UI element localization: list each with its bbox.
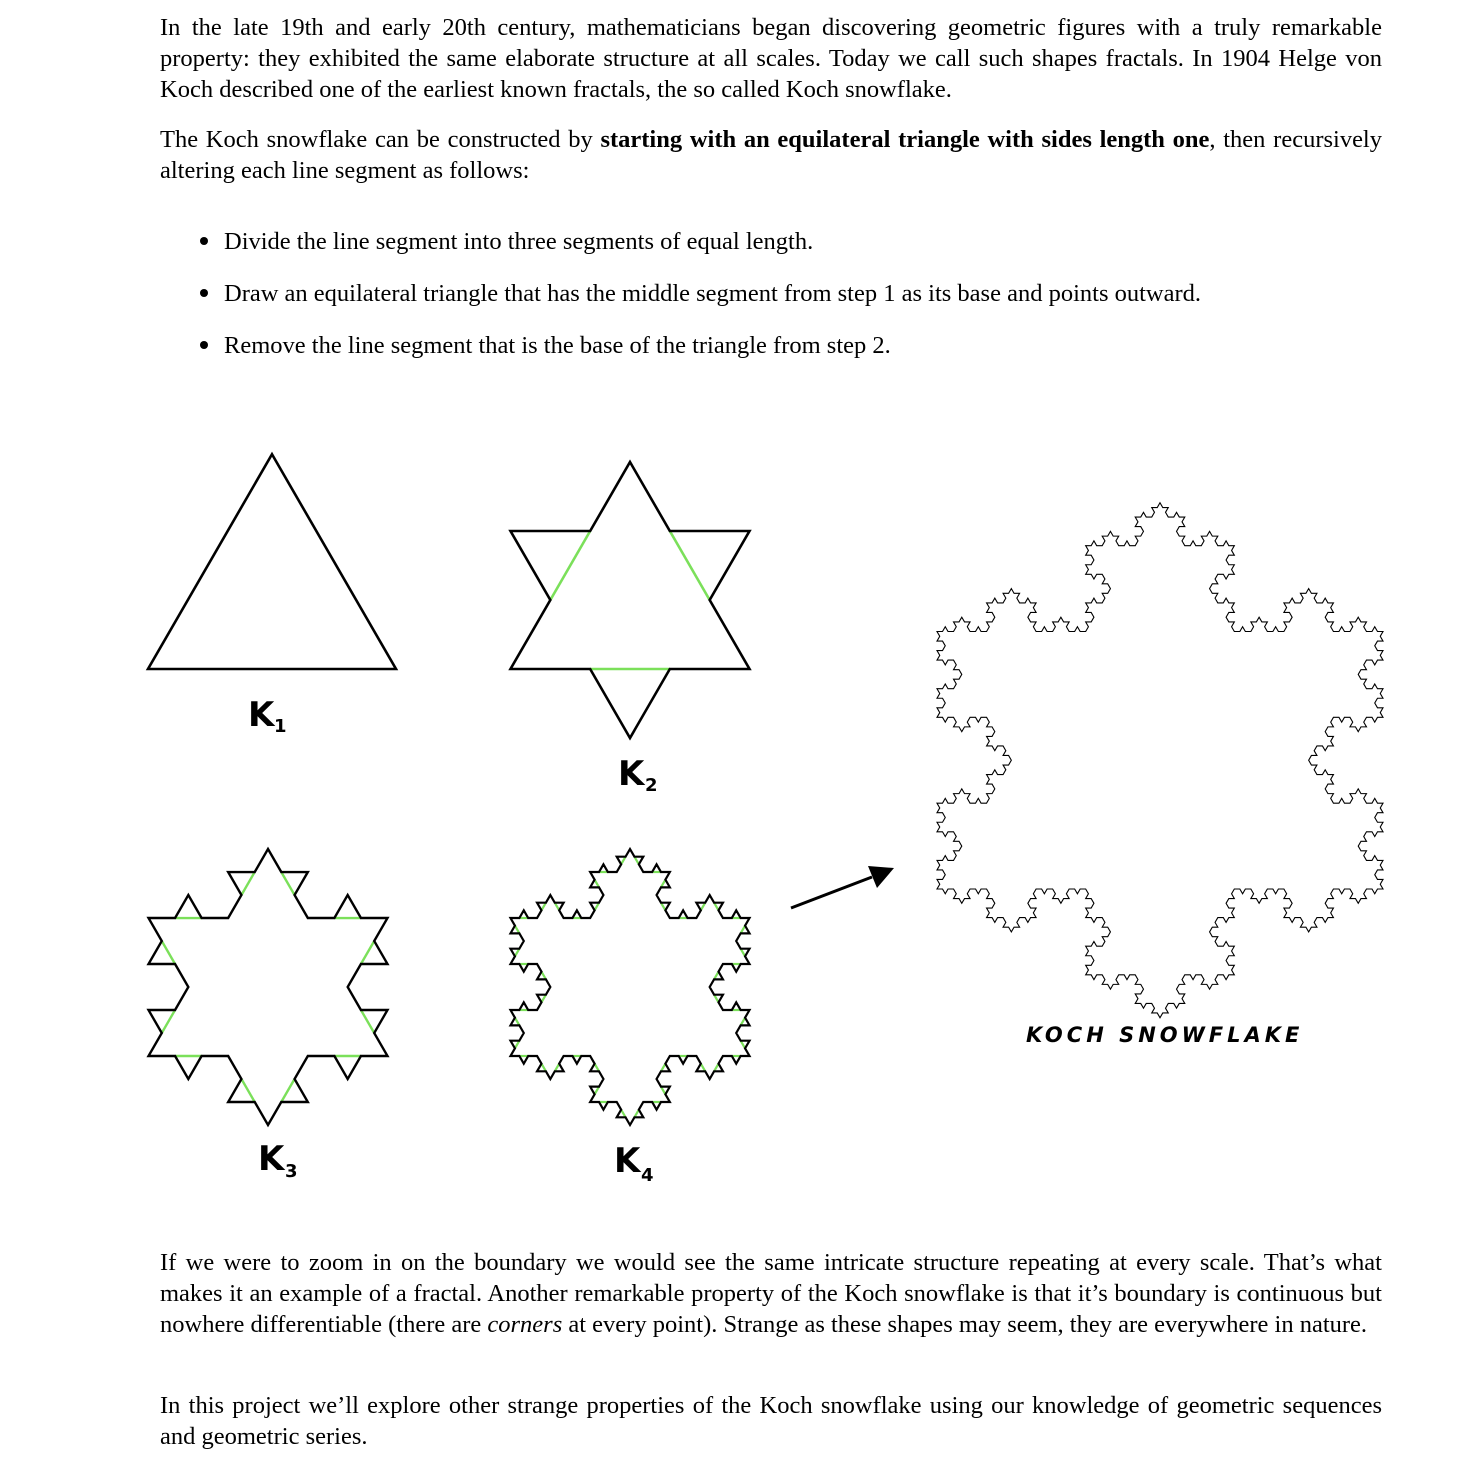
- fractal-text-start: If we were to zoom in on the boundary we would see the same intricate structure repeating at every scale. That’s what makes it an example of a fractal. Another remarkable property of the Koch snowflake is that it’s boundary is continuous but nowhere differentiable (there are: [160, 1249, 1382, 1338]
- removed-base-segment: [595, 1064, 599, 1072]
- koch-iteration-2: [511, 462, 750, 738]
- fractal-text-end: at every point). Strange as these shapes may seem, they are everywhere in nature.: [562, 1311, 1368, 1338]
- removed-base-segment: [661, 1087, 665, 1095]
- removed-base-segment: [670, 531, 710, 600]
- intro-paragraph: In the late 19th and early 20th century, mathematicians began discovering geometric figures with a truly remarkable property: they exhibited the same elaborate structure at all scales. Today we call such shapes fractals. In 1904 Helge von Koch described one of the earliest known fractals, the so called Koch snowflake.: [160, 14, 1382, 103]
- removed-base-segment: [661, 880, 665, 888]
- removed-base-segment: [634, 857, 638, 865]
- step-text: Remove the line segment that is the base of the triangle from step 2.: [224, 332, 891, 359]
- koch-outline-k2: [511, 462, 750, 738]
- removed-base-segment: [701, 903, 705, 911]
- removed-base-segment: [621, 1110, 625, 1118]
- koch-iteration-3: [149, 849, 388, 1125]
- removed-base-segment: [714, 1064, 718, 1072]
- bullet-icon: [198, 226, 224, 257]
- removed-base-segment: [541, 903, 545, 911]
- koch-figure: [0, 400, 1476, 1200]
- removed-base-segment: [714, 972, 718, 980]
- step-text: Draw an equilateral triangle that has the middle segment from step 1 as its base and points outward.: [224, 280, 1202, 307]
- label-k4: K: [614, 1141, 641, 1181]
- label-k2-subscript: 2: [645, 775, 658, 796]
- label-k1-subscript: 1: [274, 716, 287, 737]
- removed-base-segment: [541, 972, 545, 980]
- removed-base-segment: [595, 1087, 599, 1095]
- koch-iteration-4: [511, 849, 750, 1125]
- fractal-paragraph: [160, 1247, 1382, 1340]
- step-item-3: [198, 330, 891, 361]
- label-k2: K: [618, 754, 645, 794]
- removed-base-segment: [550, 531, 590, 600]
- removed-base-segment: [701, 1064, 705, 1072]
- label-k3-subscript: 3: [285, 1161, 298, 1182]
- removed-base-segment: [595, 880, 599, 888]
- removed-base-segment: [661, 903, 665, 911]
- removed-base-segment: [361, 941, 374, 964]
- bullet-icon: [198, 278, 224, 309]
- arrow-icon: [791, 866, 894, 908]
- removed-base-segment: [595, 903, 599, 911]
- step-text: Divide the line segment into three segments of equal length.: [224, 228, 814, 255]
- removed-base-segment: [515, 1018, 519, 1026]
- removed-base-segment: [634, 1110, 638, 1118]
- removed-base-segment: [714, 903, 718, 911]
- koch-outline-limit: [937, 503, 1383, 1018]
- removed-base-segment: [162, 941, 175, 964]
- construction-emphasis: starting with an equilateral triangle with sides length one: [600, 126, 1210, 153]
- removed-base-segment: [541, 1064, 545, 1072]
- removed-base-segment: [621, 857, 625, 865]
- label-k4-subscript: 4: [641, 1165, 654, 1186]
- label-koch-snowflake: KOCH SNOWFLAKE: [1026, 1023, 1304, 1047]
- removed-base-segment: [515, 949, 519, 957]
- removed-base-segment: [555, 1064, 559, 1072]
- removed-base-segment: [741, 1018, 745, 1026]
- removed-base-segment: [741, 926, 745, 934]
- removed-base-segment: [541, 995, 545, 1003]
- bullet-icon: [198, 330, 224, 361]
- label-k3: K: [258, 1139, 285, 1179]
- construction-paragraph: [160, 124, 1382, 186]
- project-paragraph: In this project we’ll explore other strange properties of the Koch snowflake using our knowledge of geometric sequences and geometric series.: [160, 1392, 1382, 1450]
- koch-snowflake-limit: [937, 503, 1383, 1018]
- koch-outline-k1: [148, 454, 396, 669]
- koch-outline-k3: [149, 849, 388, 1125]
- construction-text-start: The Koch snowflake can be constructed by: [160, 126, 601, 153]
- removed-base-segment: [741, 949, 745, 957]
- removed-base-segment: [661, 1064, 665, 1072]
- removed-base-segment: [281, 1079, 294, 1102]
- removed-base-segment: [241, 872, 254, 895]
- removed-base-segment: [515, 926, 519, 934]
- corners-emphasis: corners: [487, 1311, 563, 1338]
- removed-base-segment: [281, 872, 294, 895]
- step-item-2: [198, 278, 1201, 309]
- removed-base-segment: [515, 1041, 519, 1049]
- koch-outline-k4: [511, 849, 750, 1125]
- removed-base-segment: [714, 995, 718, 1003]
- step-item-1: [198, 226, 813, 257]
- removed-base-segment: [361, 1010, 374, 1033]
- label-k1: K: [248, 695, 275, 735]
- removed-base-segment: [241, 1079, 254, 1102]
- removed-base-segment: [162, 1010, 175, 1033]
- removed-base-segment: [741, 1041, 745, 1049]
- removed-base-segment: [555, 903, 559, 911]
- koch-iteration-1: [148, 454, 396, 669]
- construction-text-end: , then recursively altering each line segment as follows:: [160, 126, 1382, 184]
